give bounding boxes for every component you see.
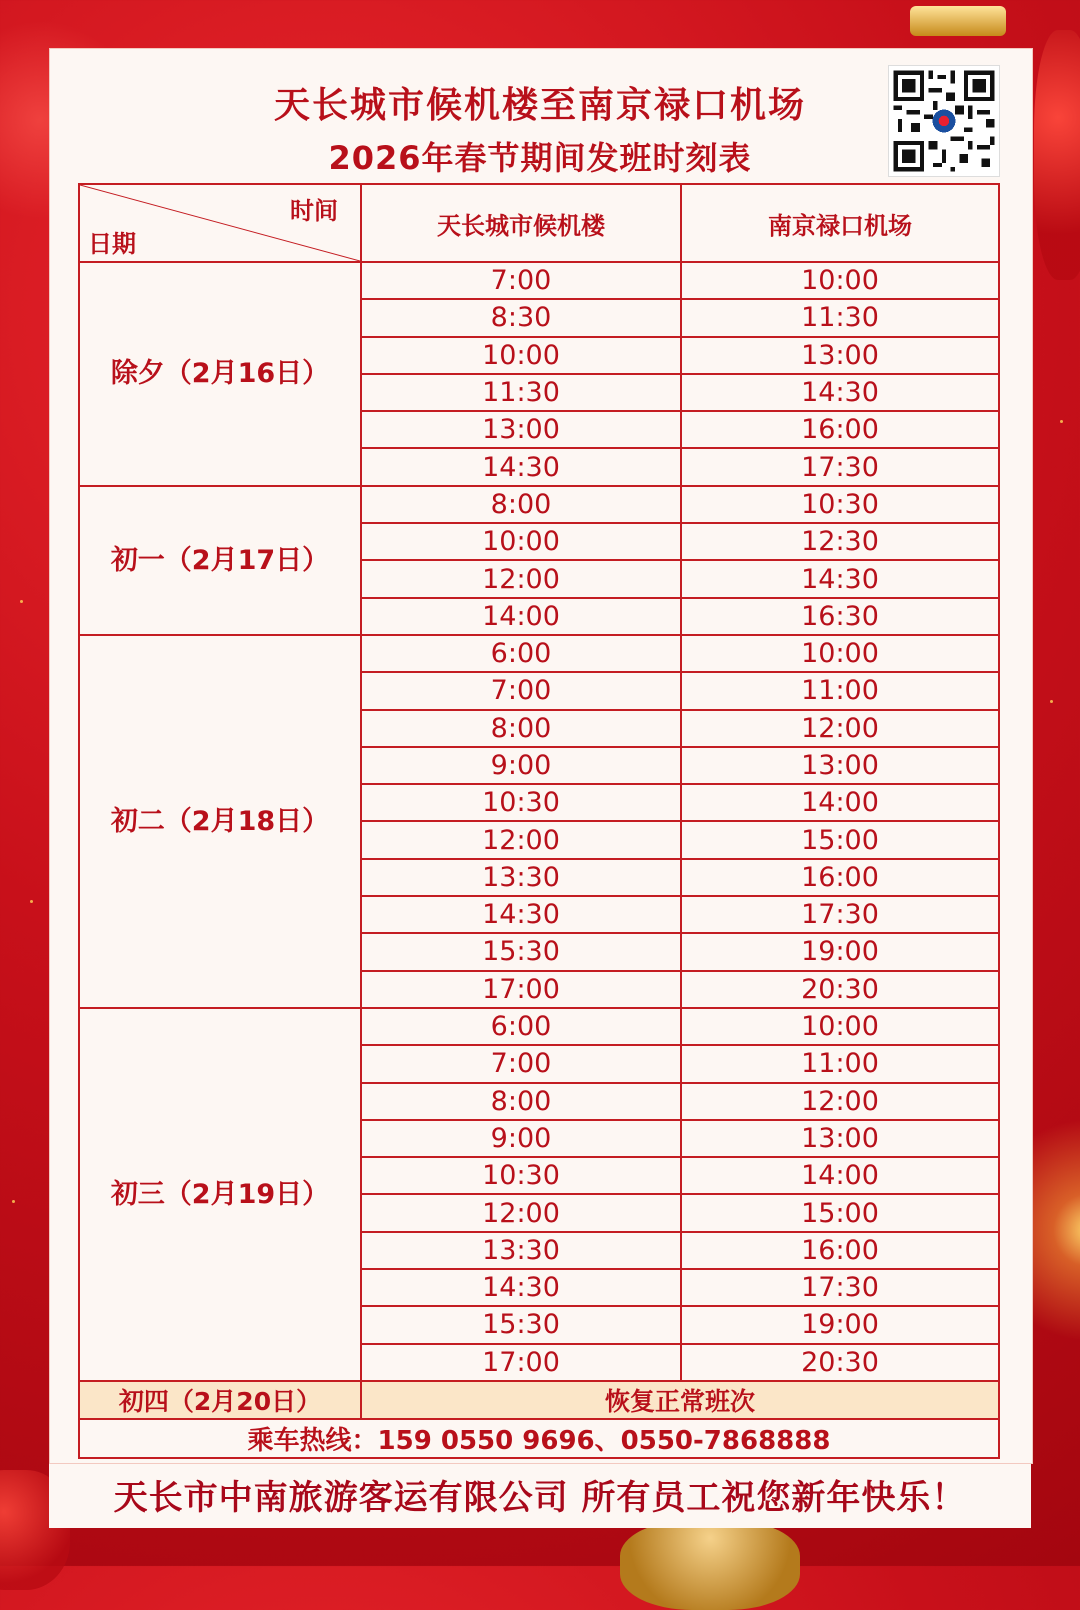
departure-time-cell: 15:30 [361,1306,681,1343]
arrival-departure-time-cell: 16:00 [681,859,999,896]
schedule-table [78,183,1000,1459]
table-row [79,486,999,523]
corner-label-time: 时间 [290,197,338,225]
corner-header-cell [79,184,361,262]
arrival-departure-time-cell: 12:30 [681,523,999,560]
sparkle-decoration [20,600,23,603]
arrival-departure-time-cell: 16:30 [681,598,999,635]
date-cell: 除夕（2月16日） [79,262,361,486]
footer-greeting: 天长市中南旅游客运有限公司 所有员工祝您新年快乐！ [113,1478,967,1518]
date-cell: 初二（2月18日） [79,635,361,1008]
sparkle-decoration [30,900,33,903]
arrival-departure-time-cell: 14:30 [681,560,999,597]
departure-time-cell: 9:00 [361,747,681,784]
departure-time-cell: 7:00 [361,672,681,709]
hotline-text[interactable]: 乘车热线：159 0550 9696、0550-7868888 [79,1419,999,1458]
sparkle-decoration [1050,700,1053,703]
date-cell: 初三（2月19日） [79,1008,361,1381]
arrival-departure-time-cell: 12:00 [681,1083,999,1120]
departure-time-cell: 10:00 [361,523,681,560]
departure-time-cell: 13:30 [361,859,681,896]
qr-code-icon[interactable] [888,65,1000,177]
hotline-row [79,1419,999,1458]
arrival-departure-time-cell: 13:00 [681,747,999,784]
departure-time-cell: 14:30 [361,1269,681,1306]
corner-label-date: 日期 [88,230,136,258]
arrival-departure-time-cell: 17:30 [681,896,999,933]
departure-time-cell: 7:00 [361,1045,681,1082]
departure-time-cell: 11:30 [361,374,681,411]
departure-time-cell: 7:00 [361,262,681,299]
arrival-departure-time-cell: 19:00 [681,933,999,970]
departure-time-cell: 10:00 [361,337,681,374]
arrival-departure-time-cell: 14:00 [681,1157,999,1194]
lantern-cap-decoration [910,6,1006,36]
arrival-departure-time-cell: 12:00 [681,710,999,747]
arrival-departure-time-cell: 17:30 [681,1269,999,1306]
table-header-row [79,184,999,262]
departure-time-cell: 14:30 [361,896,681,933]
arrival-departure-time-cell: 17:30 [681,448,999,485]
arrival-departure-time-cell: 11:30 [681,299,999,336]
departure-time-cell: 8:00 [361,710,681,747]
resume-row [79,1381,999,1419]
arrival-departure-time-cell: 13:00 [681,337,999,374]
column-header-origin: 天长城市候机楼 [361,184,681,262]
arrival-departure-time-cell: 10:00 [681,635,999,672]
departure-time-cell: 8:00 [361,1083,681,1120]
arrival-departure-time-cell: 20:30 [681,1344,999,1381]
departure-time-cell: 14:30 [361,448,681,485]
departure-time-cell: 12:00 [361,821,681,858]
resume-note-cell: 恢复正常班次 [361,1381,999,1419]
table-row [79,635,999,672]
table-row [79,262,999,299]
departure-time-cell: 13:00 [361,411,681,448]
arrival-departure-time-cell: 14:30 [681,374,999,411]
departure-time-cell: 17:00 [361,1344,681,1381]
arrival-departure-time-cell: 16:00 [681,411,999,448]
date-cell: 初一（2月17日） [79,486,361,635]
departure-time-cell: 10:30 [361,1157,681,1194]
sparkle-decoration [12,1200,15,1203]
arrival-departure-time-cell: 10:00 [681,1008,999,1045]
departure-time-cell: 8:00 [361,486,681,523]
arrival-departure-time-cell: 14:00 [681,784,999,821]
arrival-departure-time-cell: 15:00 [681,821,999,858]
arrival-departure-time-cell: 10:00 [681,262,999,299]
departure-time-cell: 12:00 [361,560,681,597]
departure-time-cell: 12:00 [361,1194,681,1231]
arrival-departure-time-cell: 15:00 [681,1194,999,1231]
arrival-departure-time-cell: 11:00 [681,672,999,709]
departure-time-cell: 13:30 [361,1232,681,1269]
arrival-departure-time-cell: 20:30 [681,971,999,1008]
departure-time-cell: 6:00 [361,1008,681,1045]
resume-date-cell: 初四（2月20日） [79,1381,361,1419]
arrival-departure-time-cell: 16:00 [681,1232,999,1269]
departure-time-cell: 10:30 [361,784,681,821]
page-subtitle: 2026年春节期间发班时刻表 [328,139,752,177]
departure-time-cell: 9:00 [361,1120,681,1157]
column-header-destination: 南京禄口机场 [681,184,999,262]
departure-time-cell: 14:00 [361,598,681,635]
lantern-decoration [620,1520,800,1610]
table-row [79,1008,999,1045]
departure-time-cell: 6:00 [361,635,681,672]
arrival-departure-time-cell: 19:00 [681,1306,999,1343]
departure-time-cell: 15:30 [361,933,681,970]
departure-time-cell: 8:30 [361,299,681,336]
arrival-departure-time-cell: 10:30 [681,486,999,523]
arrival-departure-time-cell: 13:00 [681,1120,999,1157]
sparkle-decoration [1060,420,1063,423]
departure-time-cell: 17:00 [361,971,681,1008]
arrival-departure-time-cell: 11:00 [681,1045,999,1082]
page-title: 天长城市候机楼至南京禄口机场 [273,85,806,126]
